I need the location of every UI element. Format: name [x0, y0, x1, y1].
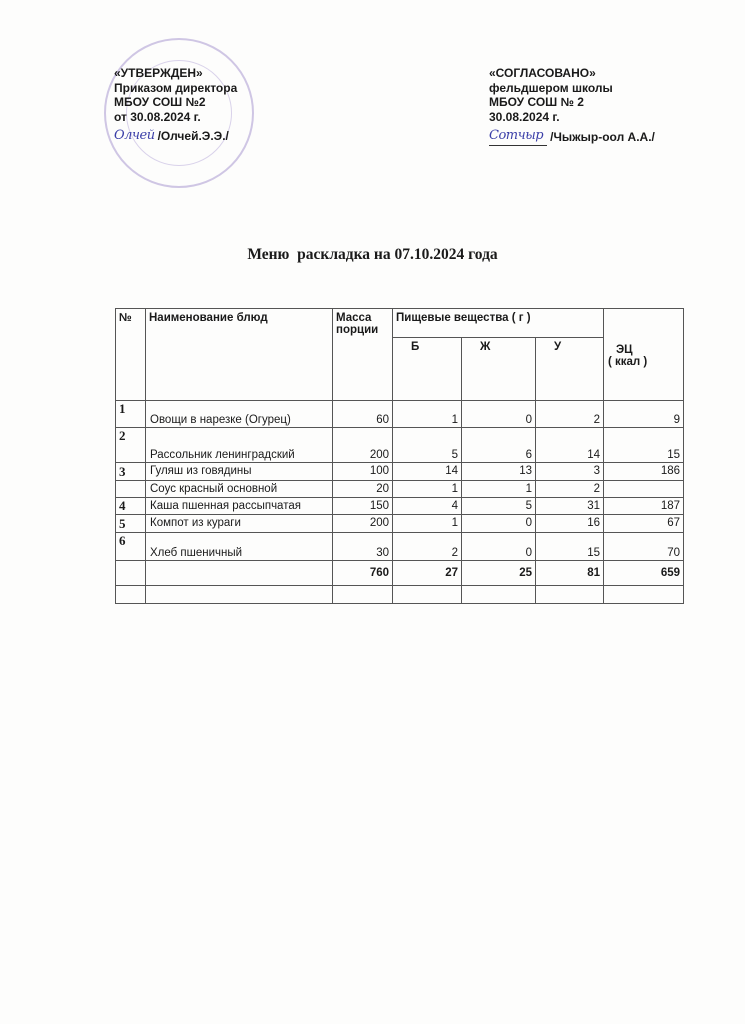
energy-value: 70 [604, 533, 684, 561]
protein-value: 1 [393, 401, 462, 428]
carbs-value: 15 [536, 533, 604, 561]
portion-mass: 200 [333, 515, 393, 533]
row-number [116, 481, 146, 498]
carbs-value: 14 [536, 428, 604, 463]
page-title: Меню раскладка на 07.10.2024 года [247, 246, 498, 263]
protein-value: 14 [393, 463, 462, 481]
agreement-line-1: фельдшером школы [489, 80, 613, 95]
table-row [116, 481, 684, 498]
header-no: № [116, 309, 146, 401]
header-nutrients: Пищевые вещества ( г ) [393, 309, 604, 338]
energy-value: 187 [604, 498, 684, 515]
table-row [116, 428, 684, 463]
row-number: 4 [116, 498, 146, 515]
carbs-value: 3 [536, 463, 604, 481]
table-row [116, 515, 684, 533]
portion-mass: 150 [333, 498, 393, 515]
portion-mass: 60 [333, 401, 393, 428]
carbs-value: 16 [536, 515, 604, 533]
header-fat: Ж [462, 338, 536, 401]
approval-line-3: от 30.08.2024 г. [114, 109, 201, 124]
agreement-heading: «СОГЛАСОВАНО» [489, 66, 596, 80]
dish-name: Хлеб пшеничный [146, 533, 333, 561]
total-mass: 760 [333, 561, 393, 586]
total-protein: 27 [393, 561, 462, 586]
row-number: 5 [116, 515, 146, 533]
fat-value: 1 [462, 481, 536, 498]
approval-line-2: МБОУ СОШ №2 [114, 95, 206, 109]
portion-mass: 200 [333, 428, 393, 463]
protein-value: 1 [393, 481, 462, 498]
director-name: /Олчей.Э.Э./ [157, 129, 229, 143]
energy-value [604, 481, 684, 498]
header-energy [604, 309, 684, 401]
fat-value: 13 [462, 463, 536, 481]
carbs-value: 2 [536, 481, 604, 498]
header-mass: Масса порции [333, 309, 393, 401]
totals-row [116, 561, 684, 586]
carbs-value: 2 [536, 401, 604, 428]
dish-name: Овощи в нарезке (Огурец) [146, 401, 333, 428]
total-carbs: 81 [536, 561, 604, 586]
fat-value: 5 [462, 498, 536, 515]
energy-value: 67 [604, 515, 684, 533]
agreement-signature-row [489, 127, 655, 145]
portion-mass: 20 [333, 481, 393, 498]
approval-line-1: Приказом директора [114, 80, 238, 95]
header-energy-unit: ( ккал ) [608, 356, 648, 368]
header-energy-label: ЭЦ [616, 344, 633, 356]
protein-value: 5 [393, 428, 462, 463]
table-row [116, 498, 684, 515]
agreement-line-3: 30.08.2024 г. [489, 109, 560, 124]
dish-name: Гуляш из говядины [146, 463, 333, 481]
dish-name: Рассольник ленинградский [146, 428, 333, 463]
dish-name: Компот из кураги [146, 515, 333, 533]
fat-value: 0 [462, 401, 536, 428]
empty-row [116, 586, 684, 604]
table-row [116, 401, 684, 428]
medic-name: /Чыжыр-оол А.А./ [550, 130, 655, 144]
approval-signature-row [114, 127, 237, 145]
table-row [116, 533, 684, 561]
medic-signature: Сотчыр [489, 127, 547, 146]
approval-heading: «УТВЕРЖДЕН» [114, 66, 203, 80]
row-number: 3 [116, 463, 146, 481]
agreement-line-2: МБОУ СОШ № 2 [489, 95, 584, 109]
energy-value: 186 [604, 463, 684, 481]
header-name: Наименование блюд [146, 309, 333, 401]
fat-value: 0 [462, 533, 536, 561]
row-number: 6 [116, 533, 146, 561]
dish-name: Соус красный основной [146, 481, 333, 498]
fat-value: 0 [462, 515, 536, 533]
approval-block [114, 66, 237, 145]
table-row [116, 463, 684, 481]
protein-value: 2 [393, 533, 462, 561]
portion-mass: 100 [333, 463, 393, 481]
protein-value: 1 [393, 515, 462, 533]
portion-mass: 30 [333, 533, 393, 561]
menu-table [115, 308, 684, 604]
header-protein: Б [393, 338, 462, 401]
director-signature: Олчей [114, 128, 155, 143]
total-energy: 659 [604, 561, 684, 586]
header-carbs: У [536, 338, 604, 401]
dish-name: Каша пшенная рассыпчатая [146, 498, 333, 515]
agreement-block [489, 66, 655, 145]
protein-value: 4 [393, 498, 462, 515]
total-fat: 25 [462, 561, 536, 586]
row-number: 1 [116, 401, 146, 428]
row-number: 2 [116, 428, 146, 463]
carbs-value: 31 [536, 498, 604, 515]
energy-value: 9 [604, 401, 684, 428]
energy-value: 15 [604, 428, 684, 463]
fat-value: 6 [462, 428, 536, 463]
